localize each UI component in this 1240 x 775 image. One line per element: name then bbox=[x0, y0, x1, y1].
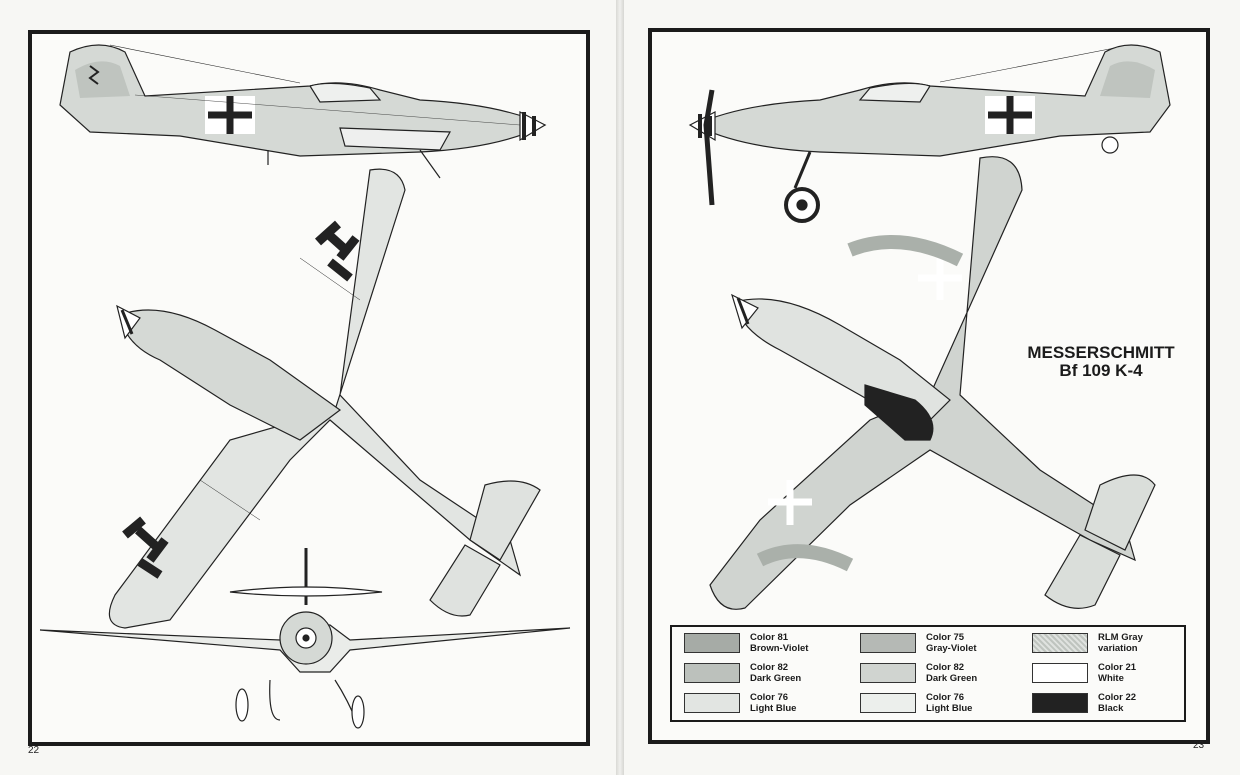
legend-label bbox=[750, 692, 796, 714]
legend-label bbox=[750, 662, 801, 684]
legend-item bbox=[860, 690, 1030, 716]
legend-swatch bbox=[684, 663, 740, 683]
legend-swatch bbox=[1032, 633, 1088, 653]
legend-label-line2: Light Blue bbox=[750, 703, 797, 714]
legend-item bbox=[684, 690, 854, 716]
legend-swatch bbox=[684, 633, 740, 653]
legend-label-line2: variation bbox=[1098, 643, 1138, 654]
aircraft-title-line2: Bf 109 K-4 bbox=[1059, 361, 1143, 380]
legend-label bbox=[926, 662, 977, 684]
legend-label bbox=[1098, 662, 1136, 684]
left-side-profile bbox=[60, 45, 545, 178]
legend-item bbox=[860, 630, 1030, 656]
aircraft-title bbox=[1002, 344, 1200, 380]
page-number-left: 22 bbox=[28, 745, 40, 756]
legend-label bbox=[926, 632, 977, 654]
legend-swatch bbox=[1032, 663, 1088, 683]
legend-item bbox=[684, 630, 854, 656]
legend-label-line2: Black bbox=[1098, 703, 1124, 714]
legend-label-line1: Color 81 bbox=[750, 632, 789, 643]
legend-item bbox=[1032, 690, 1202, 716]
legend-label-line2: Dark Green bbox=[926, 673, 978, 684]
legend-swatch bbox=[860, 693, 916, 713]
legend-label bbox=[1098, 632, 1143, 654]
right-side-profile bbox=[690, 45, 1170, 221]
color-legend bbox=[670, 625, 1186, 722]
legend-label-line1: Color 21 bbox=[1098, 662, 1137, 673]
legend-item bbox=[684, 660, 854, 686]
legend-label-line1: Color 76 bbox=[750, 692, 789, 703]
legend-label-line2: Dark Green bbox=[750, 673, 802, 684]
legend-swatch bbox=[860, 663, 916, 683]
legend-item bbox=[1032, 630, 1202, 656]
legend-item bbox=[860, 660, 1030, 686]
legend-label bbox=[926, 692, 972, 714]
legend-label-line1: Color 76 bbox=[926, 692, 965, 703]
legend-label-line2: Brown-Violet bbox=[750, 643, 809, 654]
legend-swatch bbox=[684, 693, 740, 713]
legend-label bbox=[1098, 692, 1136, 714]
legend-label-line1: Color 82 bbox=[926, 662, 965, 673]
legend-label-line2: Light Blue bbox=[926, 703, 973, 714]
legend-label-line1: Color 82 bbox=[750, 662, 789, 673]
legend-label-line1: RLM Gray bbox=[1098, 632, 1143, 643]
legend-label-line1: Color 75 bbox=[926, 632, 965, 643]
aircraft-title-line1: MESSERSCHMITT bbox=[1027, 343, 1175, 362]
left-top-view bbox=[109, 169, 540, 628]
legend-swatch bbox=[1032, 693, 1088, 713]
legend-item bbox=[1032, 660, 1202, 686]
page-number-right: 23 bbox=[1193, 740, 1205, 751]
legend-swatch bbox=[860, 633, 916, 653]
legend-label-line1: Color 22 bbox=[1098, 692, 1137, 703]
legend-label-line2: White bbox=[1098, 673, 1124, 684]
legend-label-line2: Gray-Violet bbox=[926, 643, 977, 654]
right-underside-view bbox=[710, 157, 1155, 610]
legend-label bbox=[750, 632, 808, 654]
